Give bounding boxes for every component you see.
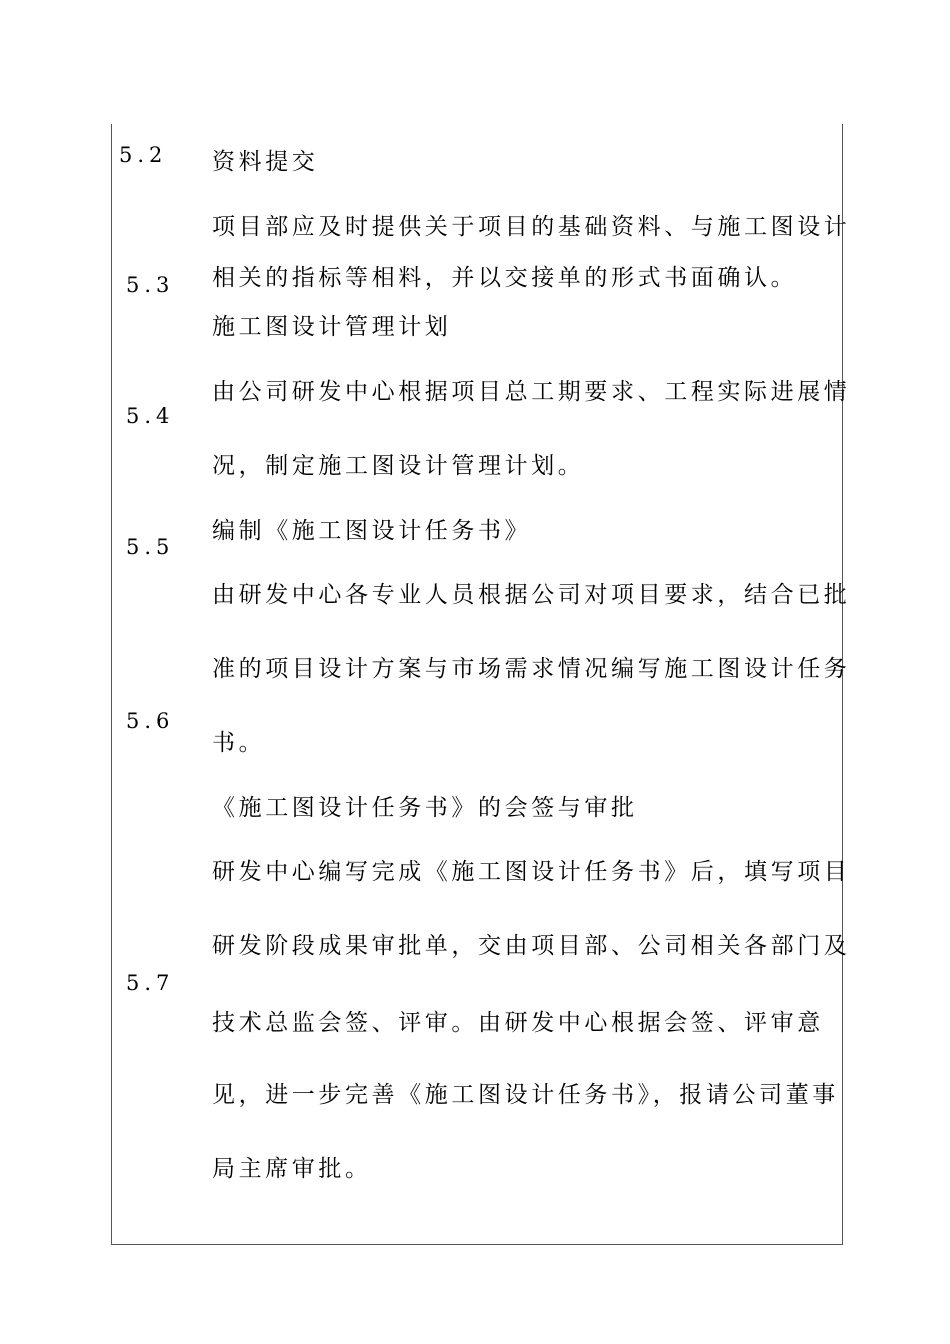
paragraph-line: 由公司研发中心根据项目总工期要求、工程实际进展情 (212, 379, 851, 405)
table-frame (111, 124, 843, 1245)
section-number-5-4: 5.4 (126, 404, 175, 428)
paragraph-line: 况，制定施工图设计管理计划。 (212, 453, 585, 479)
section-number-5-6: 5.6 (126, 709, 175, 733)
paragraph-line: 由研发中心各专业人员根据公司对项目要求，结合已批 (212, 582, 851, 608)
section-number-5-2: 5.2 (119, 143, 168, 167)
section-number-5-5: 5.5 (126, 535, 175, 559)
paragraph-line: 相关的指标等相料，并以交接单的形式书面确认。 (212, 265, 798, 291)
paragraph-line: 见，进一步完善《施工图设计任务书》，报请公司董事 (212, 1082, 839, 1108)
paragraph-line: 项目部应及时提供关于项目的基础资料、与施工图设计 (212, 214, 851, 240)
paragraph-line: 技术总监会签、评审。由研发中心根据会签、评审意 (212, 1010, 824, 1036)
paragraph-line: 研发中心编写完成《施工图设计任务书》后，填写项目 (212, 859, 851, 885)
heading-task-book: 编制《施工图设计任务书》 (212, 518, 532, 544)
heading-design-plan: 施工图设计管理计划 (212, 314, 452, 340)
heading-countersign-approval: 《施工图设计任务书》的会签与审批 (212, 795, 638, 821)
paragraph-line: 局主席审批。 (212, 1156, 372, 1182)
paragraph-line: 研发阶段成果审批单，交由项目部、公司相关各部门及 (212, 933, 851, 959)
section-number-5-7: 5.7 (126, 971, 175, 995)
paragraph-line: 书。 (212, 730, 266, 756)
paragraph-line: 准的项目设计方案与市场需求情况编写施工图设计任务 (212, 656, 851, 682)
heading-data-submission: 资料提交 (212, 149, 319, 175)
section-number-5-3: 5.3 (126, 273, 175, 297)
